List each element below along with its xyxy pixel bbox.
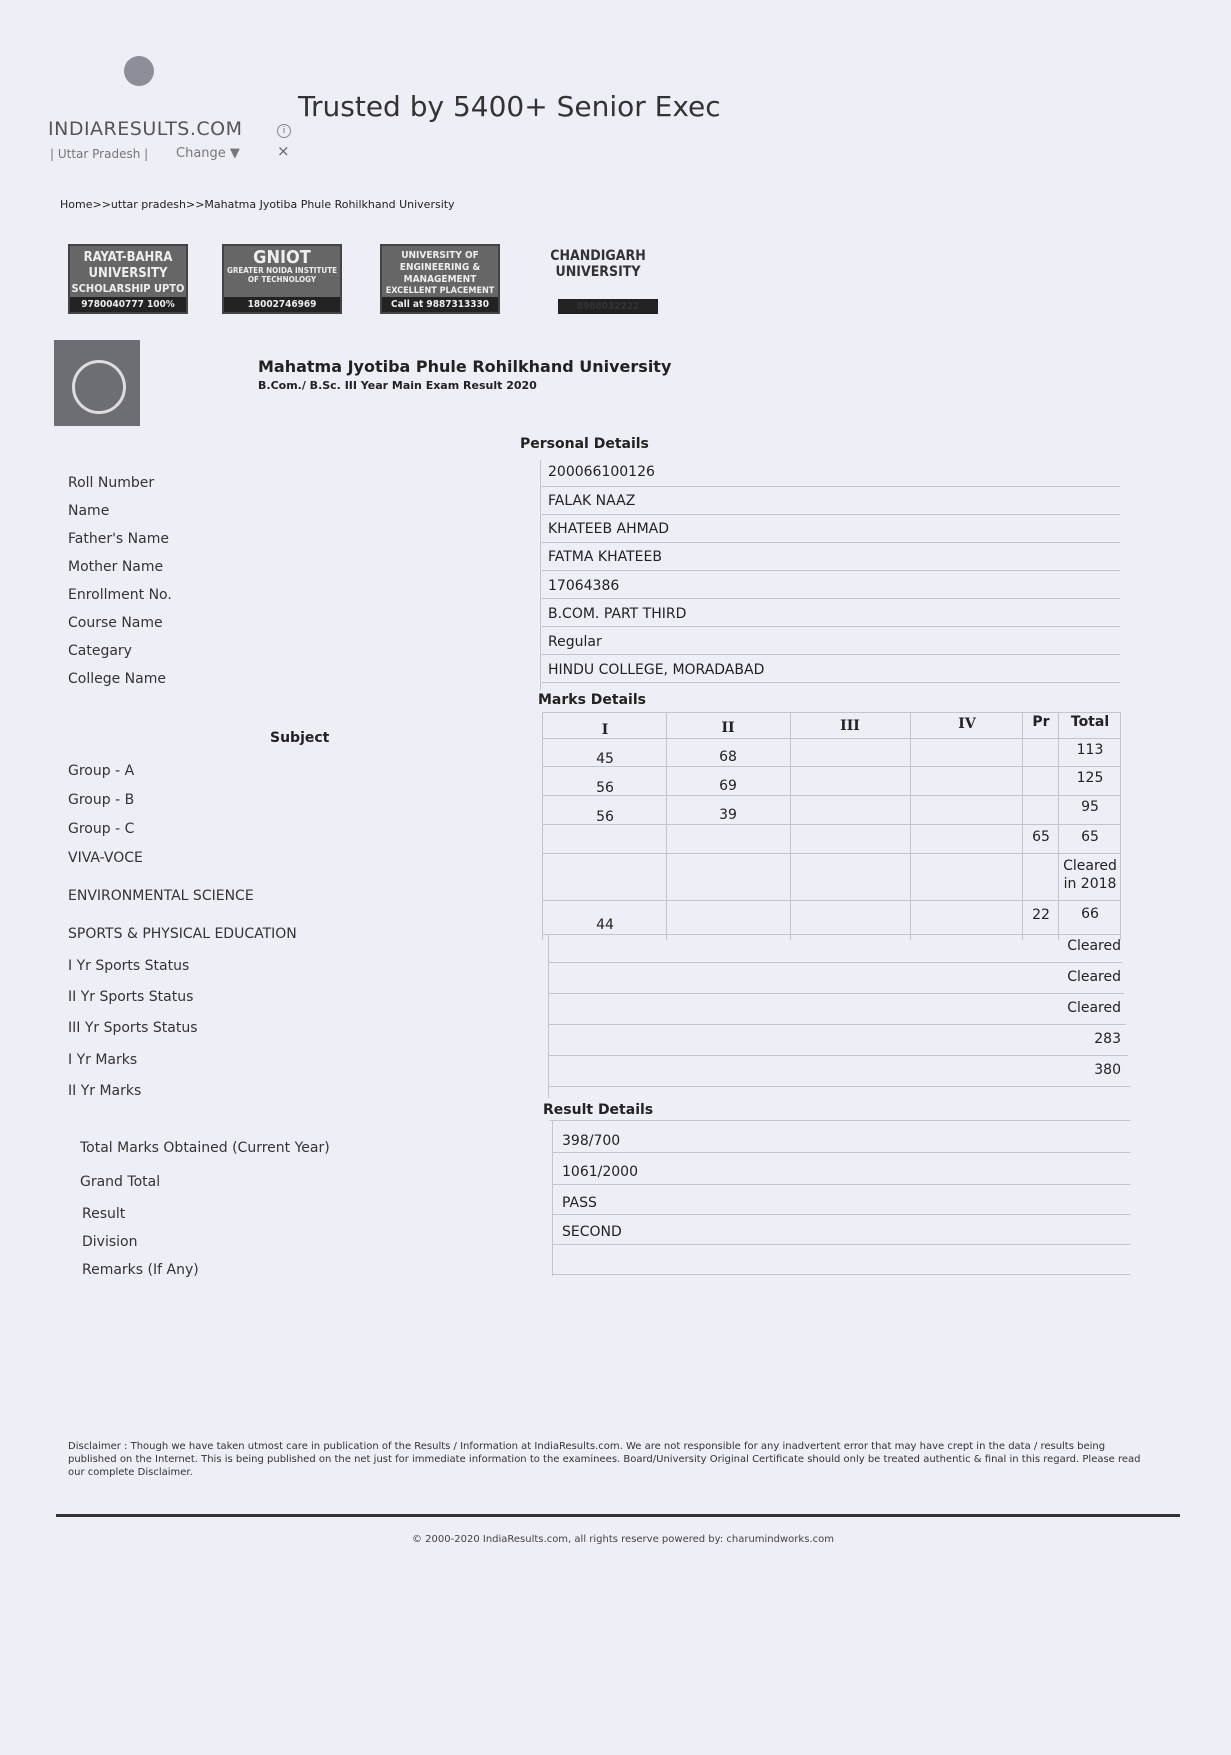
value-fathers-name: KHATEEB AHMAD: [548, 521, 670, 537]
label-ii-yr-sports: II Yr Sports Status: [68, 989, 194, 1005]
marks-group-c-ii: 39: [719, 807, 737, 823]
value-mother-name: FATMA KHATEEB: [548, 549, 662, 565]
change-state-link[interactable]: Change ▼: [176, 146, 240, 161]
sponsor-tag: EXCELLENT PLACEMENT: [385, 286, 495, 296]
subject-viva-voce: VIVA-VOCE: [68, 850, 143, 866]
label-division: Division: [82, 1234, 138, 1250]
sponsor-phone: 9780040777 100%: [70, 297, 186, 312]
value-category: Regular: [548, 634, 602, 650]
col-header-total: Total: [1070, 714, 1110, 730]
label-college-name: College Name: [68, 671, 166, 687]
value-iii-yr-sports: Cleared: [1067, 1000, 1121, 1016]
marks-group-b-ii: 69: [719, 778, 737, 794]
marks-group-b-total: 125: [1076, 770, 1104, 786]
marks-evs-total: Cleared in 2018: [1063, 858, 1117, 892]
sponsor-gniot[interactable]: [222, 244, 342, 314]
sponsor-name: CHANDIGARH UNIVERSITY: [550, 248, 646, 280]
value-result: PASS: [562, 1195, 597, 1211]
col-header-iv: IV: [958, 716, 976, 732]
sponsor-uem[interactable]: [380, 244, 500, 314]
marks-group-c-total: 95: [1081, 799, 1099, 815]
disclaimer-text[interactable]: Disclaimer : Though we have taken utmost care in publication of the Results / Information at IndiaResults.com. We are not responsible for any inadvertent error that may have crept in the data / results being published on the Internet. This is being published on the net just for immediate information to the examinees. Board/University Original Certificate should only be treated authentic & final in this regard. Please read our complete Disclaimer.: [68, 1441, 1141, 1478]
col-header-ii: II: [721, 720, 735, 736]
copyright-text[interactable]: © 2000-2020 IndiaResults.com, all rights reserve powered by: charumindworks.com: [412, 1534, 834, 1545]
value-ii-yr-marks: 380: [1094, 1062, 1121, 1078]
sponsor-tag: SCHOLARSHIP UPTO: [71, 282, 185, 295]
label-result: Result: [82, 1206, 126, 1222]
sponsor-name: GNIOT: [253, 247, 311, 268]
sponsor-phone: 8968032222: [558, 299, 658, 314]
value-i-yr-sports: Cleared: [1067, 938, 1121, 954]
value-division: SECOND: [562, 1224, 622, 1240]
value-enrollment: 17064386: [548, 578, 620, 594]
sponsor-name: RAYAT-BAHRA UNIVERSITY: [83, 250, 173, 281]
subject-column-header: Subject: [270, 730, 330, 746]
label-i-yr-sports: I Yr Sports Status: [68, 958, 190, 974]
value-total-marks-current: 398/700: [562, 1133, 621, 1149]
label-enrollment: Enrollment No.: [68, 587, 172, 603]
marks-group-b-i: 56: [596, 780, 614, 796]
exam-title: B.Com./ B.Sc. III Year Main Exam Result 2020: [258, 379, 537, 392]
subject-environmental-science: ENVIRONMENTAL SCIENCE: [68, 888, 254, 904]
sponsor-rayat-bahra[interactable]: [68, 244, 188, 314]
value-name: FALAK NAAZ: [548, 493, 636, 509]
value-ii-yr-sports: Cleared: [1067, 969, 1121, 985]
value-i-yr-marks: 283: [1094, 1031, 1121, 1047]
label-remarks: Remarks (If Any): [82, 1262, 199, 1278]
footer-divider: [56, 1514, 1180, 1517]
value-roll-number: 200066100126: [548, 464, 655, 480]
sponsor-chandigarh[interactable]: [538, 244, 658, 314]
personal-details-heading: Personal Details: [520, 436, 649, 452]
col-header-i: I: [601, 722, 609, 738]
marks-viva-pr: 65: [1032, 829, 1050, 845]
marks-viva-total: 65: [1081, 829, 1099, 845]
result-details-heading: Result Details: [543, 1102, 654, 1118]
sponsor-phone: Call at 9887313330: [382, 297, 498, 312]
label-iii-yr-sports: III Yr Sports Status: [68, 1020, 198, 1036]
label-course-name: Course Name: [68, 615, 163, 631]
university-emblem-icon: [54, 340, 140, 426]
sponsor-name: UNIVERSITY OF ENGINEERING & MANAGEMENT: [399, 250, 481, 285]
label-i-yr-marks: I Yr Marks: [68, 1052, 138, 1068]
breadcrumb[interactable]: Home>>uttar pradesh>>Mahatma Jyotiba Phule Rohilkhand University: [60, 198, 455, 211]
marks-sports-total: 66: [1081, 906, 1099, 922]
label-mother-name: Mother Name: [68, 559, 164, 575]
marks-details-heading: Marks Details: [538, 692, 646, 708]
marks-sports-i: 44: [596, 917, 614, 933]
marks-group-a-ii: 68: [719, 749, 737, 765]
marks-group-a-total: 113: [1076, 742, 1104, 758]
value-grand-total: 1061/2000: [562, 1164, 638, 1180]
col-header-iii: III: [840, 718, 860, 734]
sponsor-tag: GREATER NOIDA INSTITUTE OF TECHNOLOGY: [226, 266, 338, 284]
university-name: Mahatma Jyotiba Phule Rohilkhand University: [258, 357, 672, 376]
ad-banner-text[interactable]: Trusted by 5400+ Senior Exec: [298, 90, 721, 123]
subject-group-a: Group - A: [68, 763, 135, 779]
label-fathers-name: Father's Name: [68, 531, 169, 547]
state-label: | Uttar Pradesh |: [50, 147, 149, 161]
ad-info-icon[interactable]: i: [277, 124, 291, 138]
col-header-pr: Pr: [1032, 714, 1050, 730]
label-name: Name: [68, 503, 110, 519]
marks-sports-pr: 22: [1032, 907, 1050, 923]
label-roll-number: Roll Number: [68, 475, 155, 491]
site-name[interactable]: INDIARESULTS.COM: [48, 118, 243, 140]
sponsor-phone: 18002746969: [224, 297, 340, 312]
value-course-name: B.COM. PART THIRD: [548, 606, 687, 622]
subject-group-b: Group - B: [68, 792, 135, 808]
marks-group-a-i: 45: [596, 751, 614, 767]
subject-group-c: Group - C: [68, 821, 135, 837]
subject-sports: SPORTS & PHYSICAL EDUCATION: [68, 926, 297, 942]
marks-group-c-i: 56: [596, 809, 614, 825]
value-college-name: HINDU COLLEGE, MORADABAD: [548, 662, 765, 678]
site-logo-icon: [124, 56, 154, 86]
ad-close-icon[interactable]: ×: [277, 142, 290, 160]
label-ii-yr-marks: II Yr Marks: [68, 1083, 142, 1099]
label-category: Categary: [68, 643, 132, 659]
label-grand-total: Grand Total: [80, 1174, 161, 1190]
label-total-marks-current: Total Marks Obtained (Current Year): [80, 1140, 330, 1156]
